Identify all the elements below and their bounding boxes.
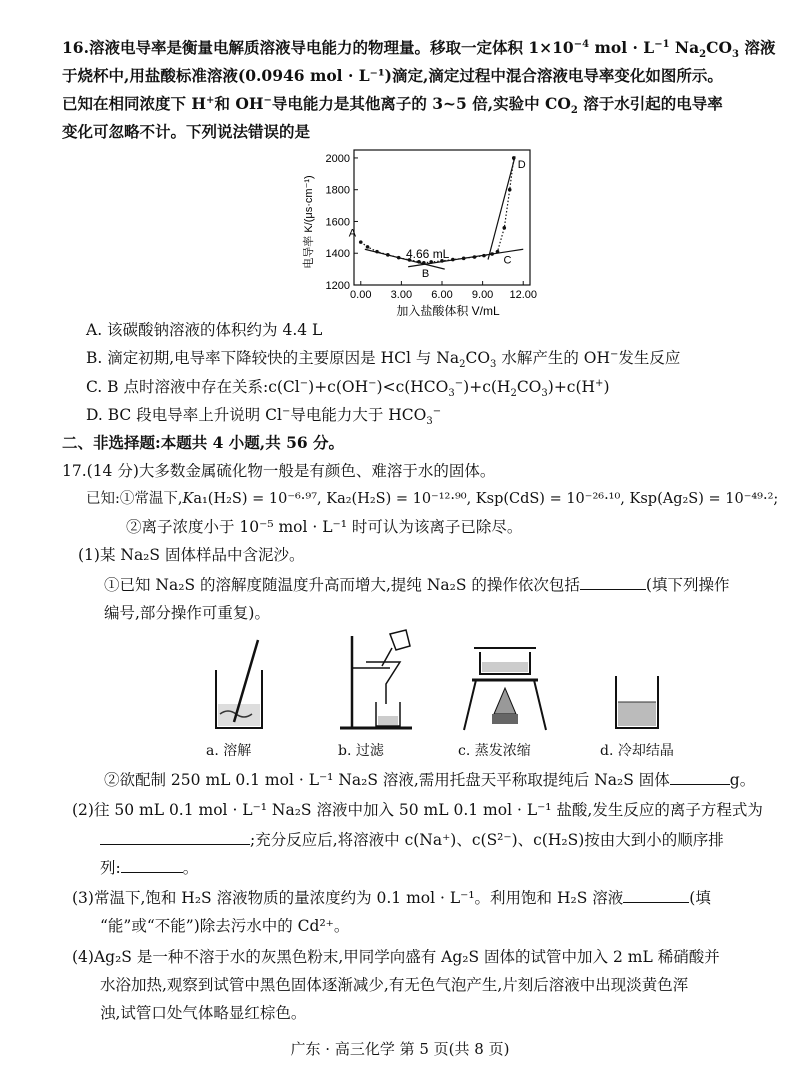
q16-number: 16. (62, 38, 89, 57)
q17-part-4-cont-1: 水浴加热,观察到试管中黑色固体逐渐减少,有无色气泡产生,片刻后溶液中出现淡黄色浑 (100, 976, 689, 994)
q17-part-2-end: 列: 。 (100, 859, 199, 877)
answer-blank-1[interactable] (580, 575, 646, 590)
q17-known-1: 已知:①常温下,Ka₁(H₂S) = 10⁻⁶·⁹⁷, Ka₂(H₂S) = 10⁻¹²·⁹⁰, Ksp(CdS) = 10⁻²⁶·¹⁰, Ksp(Ag₂S) = 10⁻⁴⁹·²; (86, 491, 779, 507)
q16-option-d[interactable]: D. BC 段电导率上升说明 Cl−导电能力大于 $HCO_3^-$ (86, 405, 442, 428)
q16-line-4: 变化可忽略不计。下列说法错误的是 (62, 122, 311, 141)
page-footer: 广东 · 高三化学 第 5 页(共 8 页) (290, 1040, 510, 1058)
data-point (502, 226, 506, 230)
data-point (366, 245, 370, 249)
q17-part-1-2: ②欲配制 250 mL 0.1 mol · L⁻¹ Na₂S 溶液,需用托盘天平称取提纯后 Na₂S 固体 g。 (104, 771, 756, 789)
q16-line-2: 于烧杯中,用盐酸标准溶液(0.0946 mol · L⁻¹)滴定,滴定过程中混合溶液电导率变化如图所示。 (62, 66, 723, 85)
beaker-stirring-icon (216, 640, 262, 728)
series-line-tangent-CD (488, 156, 515, 259)
x-tick-label: 0.00 (350, 289, 372, 301)
q17-part-1-1-cont: 编号,部分操作可重复)。 (104, 604, 270, 622)
figure-label-a: a. 溶解 (206, 743, 252, 759)
q16-line-1: 16.溶液电导率是衡量电解质溶液导电能力的物理量。移取一定体积 $1\times 10^{-4}$ mol · $L^{-1}$ $Na_2CO_3$ 溶液 (62, 38, 776, 61)
q17-part-2: (2)往 50 mL 0.1 mol · L⁻¹ Na₂S 溶液中加入 50 mL 0.1 mol · L⁻¹ 盐酸,发生反应的离子方程式为 (72, 801, 763, 819)
filtration-apparatus-icon (340, 630, 412, 728)
q17-part-2-cont: ;充分反应后,将溶液中 c(Na⁺)、c(S²⁻)、c(H₂S)按由大到小的顺序排 (100, 830, 724, 850)
x-tick-label: 9.00 (471, 289, 494, 301)
q17-part-4: (4)Ag₂S 是一种不溶于水的灰黑色粉末,甲同学向盛有 Ag₂S 固体的试管中加入 2 mL 稀硝酸并 (72, 948, 720, 966)
y-tick-label: 1400 (325, 248, 350, 261)
conductivity-chart (298, 140, 558, 320)
y-tick-label: 1800 (325, 184, 350, 197)
figure-label-b: b. 过滤 (338, 743, 384, 759)
q17-part-1-1: ①已知 Na₂S 的溶解度随温度升高而增大,提纯 Na₂S 的操作依次包括 (填下列操作 (104, 576, 730, 594)
chart-xlabel: 加入盐酸体积 V/mL (396, 304, 500, 318)
q16-option-a[interactable]: A. 该碳酸钠溶液的体积约为 4.4 L (86, 321, 323, 339)
answer-blank-2[interactable] (670, 770, 730, 785)
apparatus-figures (180, 628, 740, 738)
q16-line-3: 已知在相同浓度下 H+和 OH−导电能力是其他离子的 3~5 倍,实验中 $CO_2$ 溶于水引起的电导率 (62, 94, 723, 117)
x-tick-label: 3.00 (390, 289, 413, 301)
q17-part-4-cont-2: 浊,试管口处气体略显红棕色。 (100, 1004, 307, 1022)
data-point (508, 188, 512, 192)
x-tick-label: 6.00 (431, 289, 453, 301)
q17-known-2: ②离子浓度小于 10⁻⁵ mol · L⁻¹ 时可认为该离子已除尽。 (126, 518, 523, 536)
chart-axes (326, 150, 537, 301)
q17-heading: 17.(14 分)大多数金属硫化物一般是有颜色、难溶于水的固体。 (62, 462, 496, 480)
y-tick-label: 1600 (325, 216, 350, 229)
point-label-a: A (348, 227, 357, 240)
q17-part-3-cont: “能”或“不能”)除去污水中的 Cd²⁺。 (100, 917, 350, 935)
point-label-d: D (517, 158, 526, 171)
figure-label-c: c. 蒸发浓缩 (458, 743, 531, 759)
y-tick-label: 1200 (325, 280, 350, 292)
answer-blank-5[interactable] (623, 888, 689, 903)
chart-ylabel: 电导率 K/(μs·cm⁻¹) (303, 175, 315, 269)
point-label-c: C (503, 254, 512, 267)
q16-option-c[interactable]: C. B 点时溶液中存在关系$:c(Cl^-)+c(OH^-)<c(HCO_3^-)+c(H_2CO_3)+c(H^+)$ (86, 377, 610, 400)
section-2-heading: 二、非选择题:本题共 4 小题,共 56 分。 (62, 433, 345, 452)
crystallisation-beaker-icon (616, 676, 658, 728)
data-point (359, 240, 363, 244)
q17-part-1: (1)某 Na₂S 固体样品中含泥沙。 (78, 546, 305, 564)
point-label-b: B (421, 267, 430, 280)
answer-blank-3[interactable] (100, 830, 250, 845)
y-tick-label: 2000 (325, 152, 350, 165)
answer-blank-4[interactable] (121, 858, 183, 873)
evaporation-apparatus-icon (464, 648, 546, 730)
q17-part-3: (3)常温下,饱和 H₂S 溶液物质的量浓度约为 0.1 mol · L⁻¹。利用饱和 H₂S 溶液 (填 (72, 889, 711, 907)
chart-annotation: 4.66 mL (406, 247, 450, 261)
x-tick-label: 12.00 (509, 289, 537, 301)
q16-option-b[interactable]: B. 滴定初期,电导率下降较快的主要原因是 HCl 与 $Na_2CO_3$ 水解产生的 OH−发生反应 (86, 348, 681, 371)
figure-label-d: d. 冷却结晶 (600, 743, 674, 759)
chart-marks (349, 156, 526, 280)
